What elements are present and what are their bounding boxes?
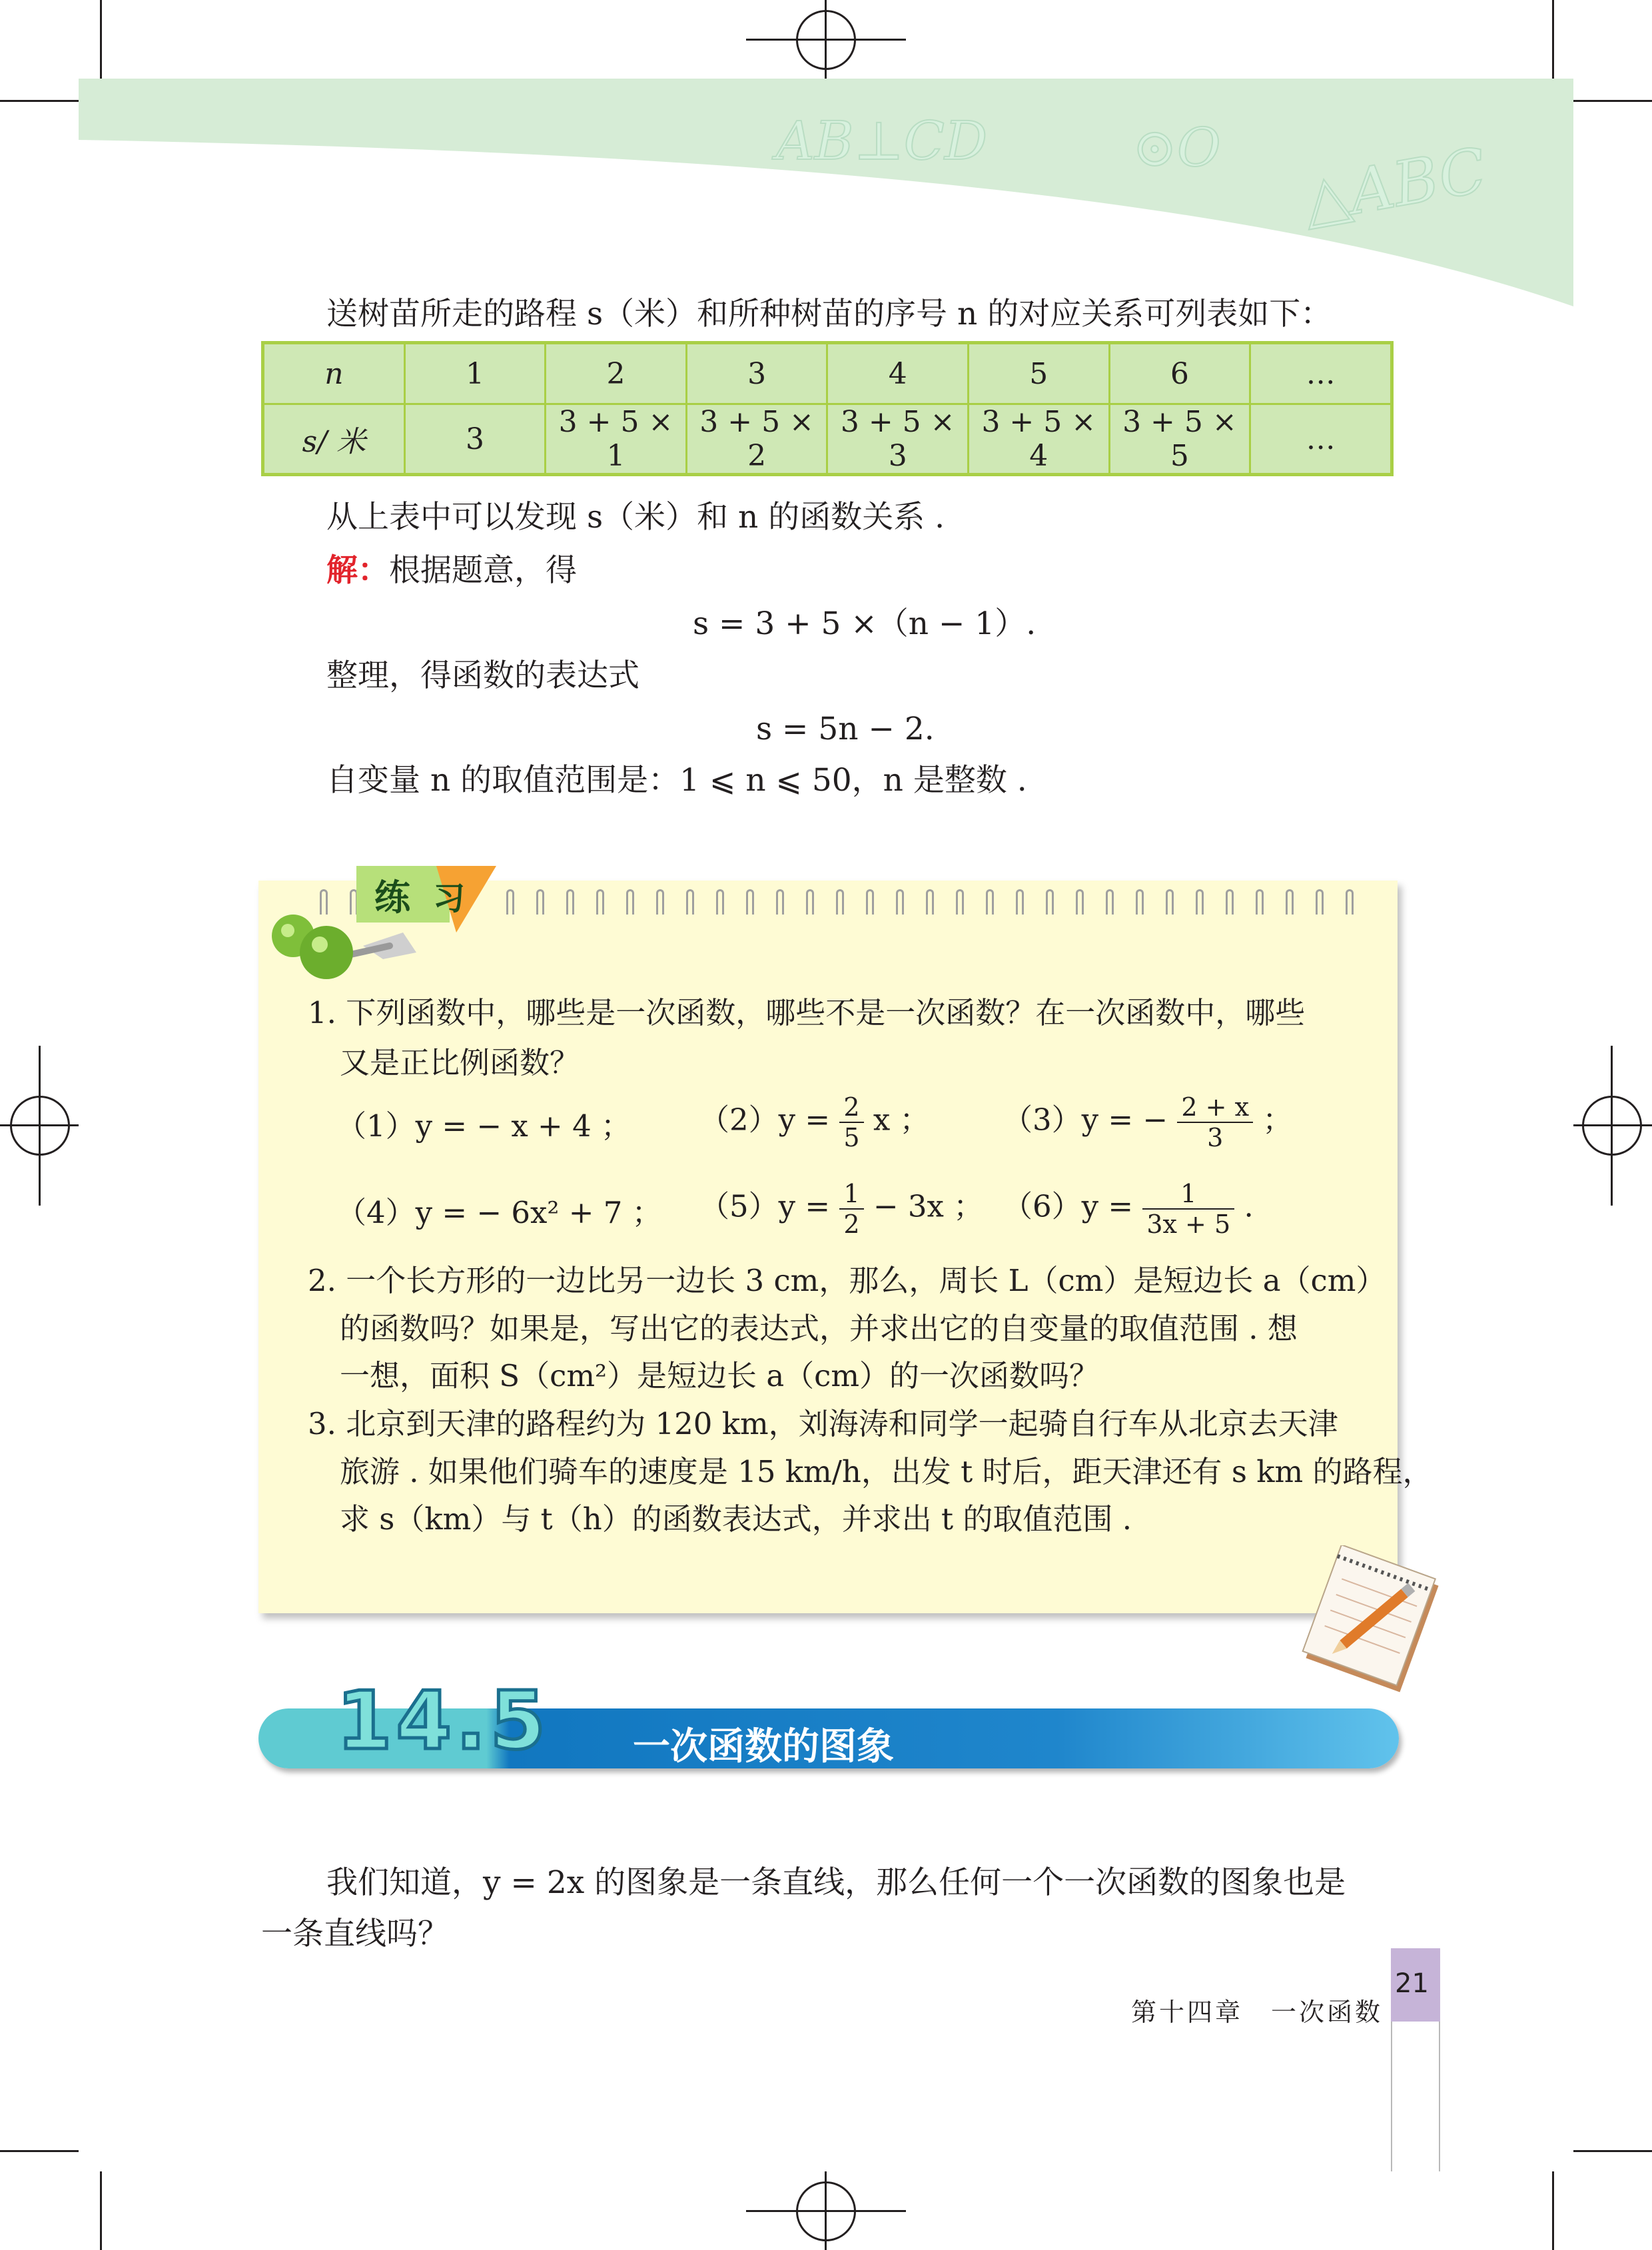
crop-mark — [1573, 2150, 1652, 2152]
binder-ring — [1286, 889, 1294, 915]
crop-mark — [1552, 2171, 1554, 2250]
binder-ring — [806, 889, 814, 915]
equation-2: s = 5n − 2. — [756, 711, 935, 747]
closing-text-line-1: 我们知道，y = 2x 的图象是一条直线，那么任何一个一次函数的图象也是 — [326, 1864, 1346, 1901]
fraction — [1177, 1092, 1253, 1152]
binder-ring — [1076, 889, 1084, 915]
binder-ring — [1016, 889, 1024, 915]
function-item-3 — [1003, 1092, 1292, 1152]
intro-text: 送树苗所走的路程 s（米）和所种树苗的序号 n 的对应关系可列表如下： — [326, 296, 1332, 332]
function-item-5 — [699, 1179, 983, 1239]
binder-ring — [656, 889, 664, 915]
domain-statement: 自变量 n 的取值范围是：1 ⩽ n ⩽ 50，n 是整数 . — [326, 762, 1027, 799]
table-cell: 3 + 5 × 1 — [546, 404, 687, 475]
page-tab-line — [1439, 2022, 1440, 2171]
table-row — [263, 343, 1392, 404]
fraction — [839, 1092, 863, 1152]
registration-mark — [1611, 1046, 1613, 1206]
binder-ring — [686, 889, 694, 915]
table-cell: 3 + 5 × 4 — [969, 404, 1110, 475]
item-suffix: − 3x ； — [873, 1188, 984, 1224]
question-3-line-1: 3. 北京到天津的路程约为 120 km，刘海涛和同学一起骑自行车从北京去天津 — [308, 1406, 1338, 1441]
fraction — [1142, 1179, 1234, 1239]
binder-ring — [776, 889, 784, 915]
fraction-numerator: 1 — [839, 1179, 863, 1210]
registration-mark — [825, 2171, 827, 2250]
function-item-2 — [699, 1092, 930, 1152]
binder-ring — [1346, 889, 1354, 915]
fraction-denominator: 5 — [843, 1123, 860, 1152]
binder-ring — [1226, 889, 1234, 915]
page-tab-line — [1391, 2022, 1392, 2171]
page-number: 21 — [1395, 1968, 1429, 1999]
binder-ring — [1136, 889, 1144, 915]
binder-ring — [596, 889, 604, 915]
question-2-line-3: 一想，面积 S（cm²）是短边长 a（cm）的一次函数吗？ — [340, 1358, 1100, 1393]
function-item-4: （4）y = − 6x² + 7 ； — [336, 1195, 662, 1230]
binder-ring — [746, 889, 754, 915]
table-cell: 3 + 5 × 5 — [1109, 404, 1250, 475]
binder-ring — [836, 889, 844, 915]
binder-ring — [626, 889, 634, 915]
table-cell: 3 — [686, 343, 827, 404]
item-suffix: . — [1244, 1188, 1254, 1224]
binder-ring — [1256, 889, 1264, 915]
table-cell: 1 — [404, 343, 545, 404]
solution-label: 解： — [326, 552, 389, 589]
binder-ring — [866, 889, 874, 915]
question-1-line-2: 又是正比例函数？ — [340, 1045, 580, 1080]
solution-line — [326, 550, 577, 592]
after-table-text: 从上表中可以发现 s（米）和 n 的函数关系 . — [326, 499, 945, 536]
section-title: 一次函数的图象 — [633, 1725, 894, 1768]
crop-mark — [100, 2171, 102, 2250]
section-number: 14.5 — [336, 1675, 550, 1768]
solution-text: 根据题意，得 — [389, 552, 577, 589]
binder-ring — [896, 889, 904, 915]
fraction-numerator: 1 — [1142, 1179, 1234, 1210]
data-table — [261, 341, 1394, 476]
table-row — [263, 404, 1392, 475]
binder-ring — [926, 889, 934, 915]
banner-symbol-perpendicular: AB⊥CD — [776, 110, 988, 172]
table-cell: 4 — [827, 343, 969, 404]
notepad-pencil-icon — [1296, 1545, 1449, 1698]
binder-ring — [566, 889, 574, 915]
table-cell: 5 — [969, 343, 1110, 404]
question-2-line-1: 2. 一个长方形的一边比另一边长 3 cm，那么，周长 L（cm）是短边长 a（cm） — [308, 1263, 1386, 1298]
registration-mark — [1573, 1124, 1652, 1126]
table-cell: 3 + 5 × 2 — [686, 404, 827, 475]
banner-symbol-circle: ⊙O — [1132, 117, 1221, 179]
question-3-line-2: 旅游 . 如果他们骑车的速度是 15 km/h，出发 t 时后，距天津还有 s km 的路程， — [340, 1454, 1433, 1489]
binder-ring — [536, 889, 544, 915]
table-cell: n — [263, 343, 405, 404]
binder-ring — [1316, 889, 1324, 915]
fraction-denominator: 3x + 5 — [1146, 1210, 1231, 1239]
fraction-numerator: 2 + x — [1177, 1092, 1253, 1123]
binder-ring — [1196, 889, 1204, 915]
question-2-line-2: 的函数吗？如果是，写出它的表达式，并求出它的自变量的取值范围 . 想 — [340, 1311, 1298, 1346]
practice-badge-char-2: 习 — [433, 880, 466, 917]
table-cell: 2 — [546, 343, 687, 404]
binder-ring — [716, 889, 724, 915]
function-item-1: （1）y = − x + 4 ； — [336, 1108, 631, 1144]
fraction — [839, 1179, 863, 1239]
question-3-line-3: 求 s（km）与 t（h）的函数表达式，并求出 t 的取值范围 . — [340, 1501, 1132, 1537]
item-suffix: ； — [1262, 1102, 1293, 1138]
item-prefix: （3）y = − — [1003, 1102, 1168, 1138]
question-1-line-1: 1. 下列函数中，哪些是一次函数，哪些不是一次函数？在一次函数中，哪些 — [308, 995, 1306, 1030]
binder-ring — [956, 889, 964, 915]
binder-ring — [1106, 889, 1114, 915]
equation-1: s = 3 + 5 ×（n − 1）. — [693, 605, 1036, 642]
binder-ring — [1046, 889, 1054, 915]
item-prefix: （5）y = — [699, 1188, 831, 1224]
function-item-6 — [1003, 1179, 1254, 1239]
table-cell: … — [1250, 343, 1392, 404]
table-cell: s/ 米 — [263, 404, 405, 475]
fraction-numerator: 2 — [839, 1092, 863, 1123]
table-cell: … — [1250, 404, 1392, 475]
solution-line-2: 整理，得函数的表达式 — [326, 657, 639, 694]
banner-symbol-triangle: △ABC — [1297, 134, 1492, 237]
table-cell: 6 — [1109, 343, 1250, 404]
fraction-denominator: 3 — [1207, 1123, 1224, 1152]
binder-ring — [1166, 889, 1174, 915]
crop-mark — [0, 2150, 79, 2152]
item-prefix: （2）y = — [699, 1102, 831, 1138]
registration-mark — [39, 1046, 41, 1206]
item-suffix: x ； — [873, 1102, 930, 1138]
practice-badge-char-1: 练 — [374, 877, 410, 919]
item-prefix: （6）y = — [1003, 1188, 1134, 1224]
table-cell: 3 + 5 × 3 — [827, 404, 969, 475]
binder-ring — [986, 889, 994, 915]
fraction-denominator: 2 — [843, 1210, 860, 1239]
table-cell: 3 — [404, 404, 545, 475]
running-head: 第十四章 一次函数 — [1131, 1998, 1384, 2027]
binder-ring — [506, 889, 514, 915]
closing-text-line-2: 一条直线吗？ — [261, 1916, 449, 1952]
